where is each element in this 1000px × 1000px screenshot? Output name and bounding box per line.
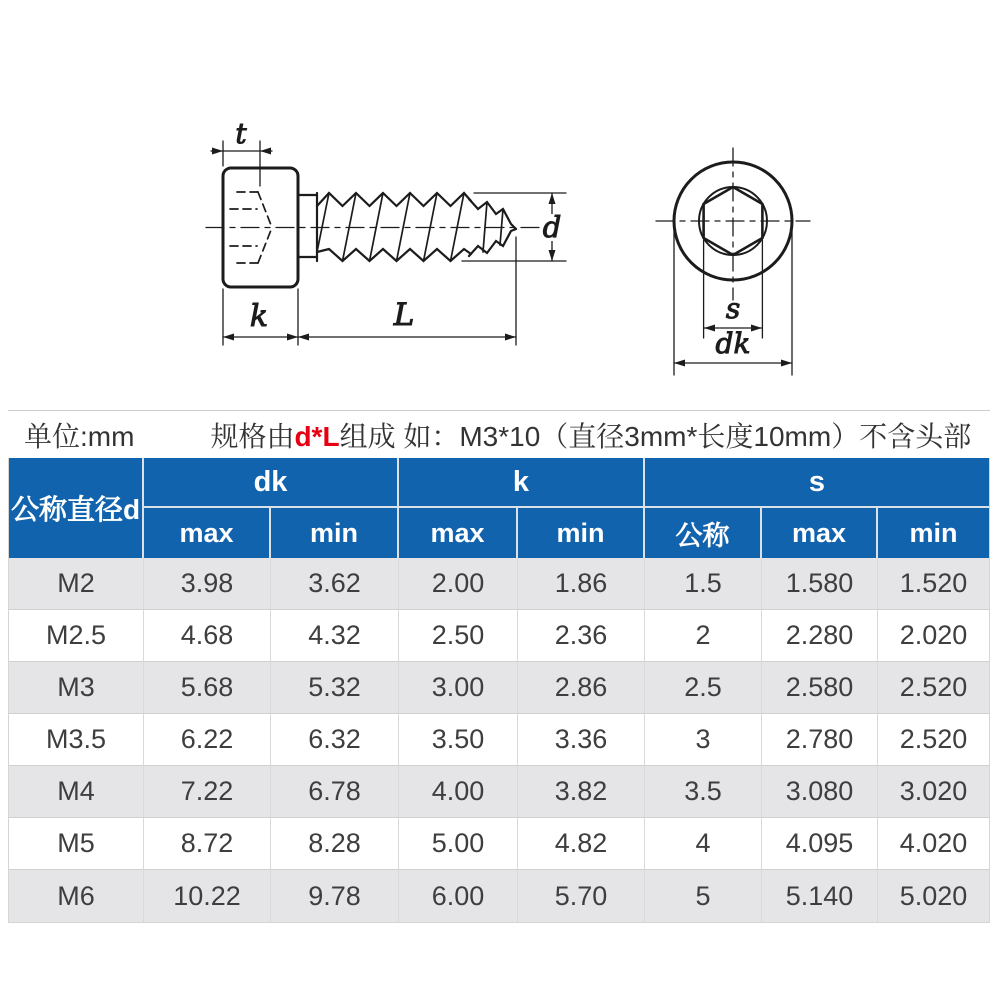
- label-s: s: [725, 292, 741, 325]
- unit-info-bar: [8, 410, 990, 458]
- spec-value-cell: 10.22: [144, 870, 271, 922]
- row-size-label: M3: [9, 662, 144, 714]
- spec-value-cell: 3: [645, 714, 762, 766]
- spec-value-cell: 2.5: [645, 662, 762, 714]
- spec-value-cell: 2.520: [878, 714, 989, 766]
- spec-value-cell: 2.00: [399, 558, 518, 610]
- row-size-label: M4: [9, 766, 144, 818]
- column-group-dk: dk: [144, 458, 399, 508]
- spec-value-cell: 6.32: [271, 714, 399, 766]
- label-t: t: [235, 117, 247, 150]
- spec-prefix: 规格由: [210, 420, 295, 452]
- spec-value-cell: 1.5: [645, 558, 762, 610]
- spec-value-cell: 6.00: [399, 870, 518, 922]
- spec-value-cell: 1.86: [518, 558, 645, 610]
- spec-value-cell: 5.140: [762, 870, 878, 922]
- label-d: d: [542, 210, 562, 244]
- spec-value-cell: 5.32: [271, 662, 399, 714]
- end-view-drawing: [656, 148, 810, 375]
- spec-value-cell: 5.020: [878, 870, 989, 922]
- column-header-k-min: min: [518, 508, 645, 558]
- spec-value-cell: 4.82: [518, 818, 645, 870]
- spec-value-cell: 2.020: [878, 610, 989, 662]
- row-size-label: M5: [9, 818, 144, 870]
- spec-value-cell: 8.28: [271, 818, 399, 870]
- spec-value-cell: 2.780: [762, 714, 878, 766]
- spec-value-cell: 5: [645, 870, 762, 922]
- column-header-s-max: max: [762, 508, 878, 558]
- spec-value-cell: 3.080: [762, 766, 878, 818]
- spec-value-cell: 4.00: [399, 766, 518, 818]
- spec-value-cell: 4.020: [878, 818, 989, 870]
- row-size-label: M2: [9, 558, 144, 610]
- label-L: L: [393, 297, 415, 333]
- column-group-s: s: [645, 458, 989, 508]
- spec-value-cell: 3.82: [518, 766, 645, 818]
- column-group-k: k: [399, 458, 645, 508]
- spec-value-cell: 3.36: [518, 714, 645, 766]
- row-size-label: M3.5: [9, 714, 144, 766]
- label-k: k: [249, 299, 269, 334]
- spec-value-cell: 3.98: [144, 558, 271, 610]
- row-size-label: M2.5: [9, 610, 144, 662]
- column-header-s-nominal: 公称: [645, 508, 762, 558]
- spec-value-cell: 3.5: [645, 766, 762, 818]
- column-header-nominal-diameter: 公称直径d: [9, 458, 144, 558]
- side-view-drawing: [206, 117, 566, 345]
- spec-description: [210, 415, 971, 455]
- spec-value-cell: 2: [645, 610, 762, 662]
- unit-label: 单位:mm: [24, 420, 135, 452]
- spec-value-cell: 3.50: [399, 714, 518, 766]
- spec-value-cell: 2.36: [518, 610, 645, 662]
- spec-value-cell: 6.78: [271, 766, 399, 818]
- column-header-dk-min: min: [271, 508, 399, 558]
- spec-value-cell: 2.50: [399, 610, 518, 662]
- spec-value-cell: 8.72: [144, 818, 271, 870]
- spec-value-cell: 7.22: [144, 766, 271, 818]
- column-header-s-min: min: [878, 508, 989, 558]
- spec-value-cell: 4.095: [762, 818, 878, 870]
- spec-value-cell: 2.580: [762, 662, 878, 714]
- column-header-dk-max: max: [144, 508, 271, 558]
- spec-suffix: 组成 如：M3*10（直径3mm*长度10mm）不含头部: [339, 420, 972, 452]
- spec-value-cell: 9.78: [271, 870, 399, 922]
- spec-value-cell: 4.32: [271, 610, 399, 662]
- spec-value-cell: 2.280: [762, 610, 878, 662]
- spec-value-cell: 4.68: [144, 610, 271, 662]
- spec-value-cell: 1.580: [762, 558, 878, 610]
- spec-value-cell: 5.68: [144, 662, 271, 714]
- spec-value-cell: 1.520: [878, 558, 989, 610]
- spec-highlight: d*L: [294, 420, 340, 452]
- spec-table: [8, 458, 990, 923]
- technical-drawing: [0, 0, 1000, 410]
- spec-value-cell: 2.520: [878, 662, 989, 714]
- spec-value-cell: 3.62: [271, 558, 399, 610]
- label-dk: dk: [715, 327, 751, 360]
- spec-value-cell: 4: [645, 818, 762, 870]
- spec-value-cell: 6.22: [144, 714, 271, 766]
- spec-value-cell: 3.020: [878, 766, 989, 818]
- spec-value-cell: 5.00: [399, 818, 518, 870]
- spec-value-cell: 5.70: [518, 870, 645, 922]
- spec-value-cell: 3.00: [399, 662, 518, 714]
- column-header-k-max: max: [399, 508, 518, 558]
- row-size-label: M6: [9, 870, 144, 922]
- spec-value-cell: 2.86: [518, 662, 645, 714]
